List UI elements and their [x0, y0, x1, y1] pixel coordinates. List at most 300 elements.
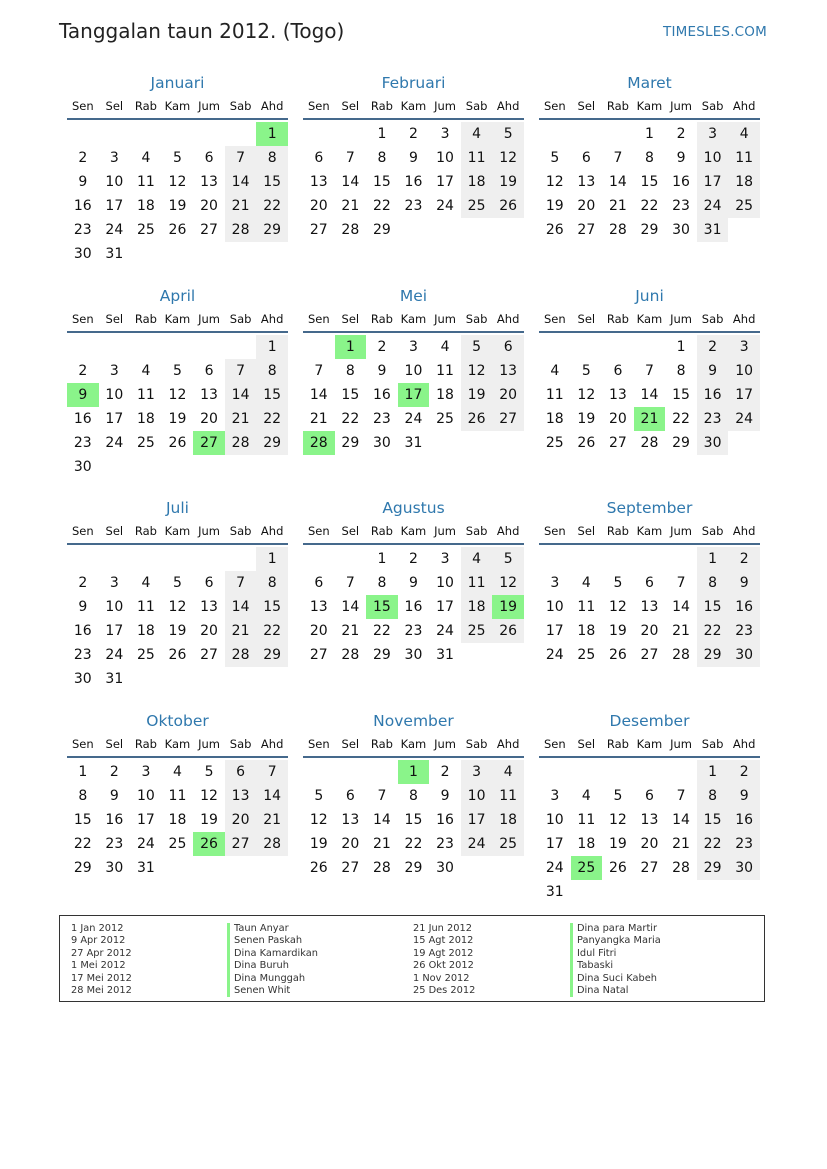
day-cell: 18	[492, 808, 524, 832]
empty-cell	[303, 335, 335, 359]
day-cell: 22	[73, 835, 92, 852]
day-cell: 1	[645, 126, 654, 142]
empty-cell	[602, 760, 634, 784]
day-cell: 8	[409, 787, 418, 804]
empty-cell	[130, 547, 162, 571]
empty-cell	[162, 547, 194, 571]
day-cell: 13	[225, 784, 257, 808]
day-cell: 30	[697, 431, 729, 455]
legend-holiday-name: Dina Kamardikan	[227, 948, 318, 960]
day-cell: 30	[728, 856, 760, 880]
weekday-label: Ahd	[496, 736, 520, 751]
weekday-label: Kam	[164, 311, 191, 326]
month-oktober	[67, 710, 288, 923]
day-cell: 13	[640, 811, 659, 828]
weekday-label: Sab	[229, 311, 252, 326]
day-cell: 13	[608, 386, 627, 403]
day-cell: 24	[404, 410, 423, 427]
weekday-label: Jum	[434, 524, 456, 538]
day-cell: 29	[404, 859, 423, 876]
month-desember	[539, 710, 760, 923]
day-cell: 14	[608, 174, 627, 190]
month-name: Agustus	[382, 499, 445, 517]
empty-cell	[193, 335, 225, 359]
weekday-header	[303, 732, 524, 758]
day-cell: 4	[141, 362, 151, 379]
day-cell: 24	[105, 434, 124, 451]
weekday-label: Jum	[670, 736, 692, 751]
day-cell: 6	[613, 362, 623, 379]
legend-names-col-1	[227, 923, 318, 997]
weekday-label: Kam	[164, 524, 191, 538]
day-cell: 30	[672, 222, 690, 238]
day-cell: 14	[640, 386, 659, 403]
day-cell: 9	[676, 150, 686, 166]
weekday-label: Sen	[543, 524, 566, 538]
day-cell: 9	[440, 787, 450, 804]
weekday-label: Ahd	[732, 99, 756, 113]
day-cell: 25	[168, 835, 187, 852]
day-cell: 24	[728, 407, 760, 431]
empty-cell	[665, 760, 697, 784]
day-cell: 2	[109, 763, 119, 780]
day-cell: 6	[314, 150, 324, 166]
day-cell: 28	[672, 859, 690, 876]
day-cell: 9	[109, 787, 119, 804]
day-cell: 17	[136, 811, 155, 828]
day-cell: 27	[200, 647, 218, 663]
weekday-label: Rab	[606, 311, 629, 326]
day-cell: 16	[73, 623, 92, 639]
weekday-label: Sel	[105, 736, 124, 751]
day-cell: 15	[256, 595, 288, 619]
empty-cell	[162, 335, 194, 359]
day-cell: 15	[256, 383, 288, 407]
day-cell: 10	[105, 599, 124, 615]
day-cell: 13	[309, 174, 328, 190]
day-cell: 13	[341, 811, 360, 828]
day-cell: 21	[341, 623, 360, 639]
empty-cell	[571, 122, 603, 146]
day-grid	[67, 545, 288, 691]
legend-dates-col-1	[71, 923, 132, 997]
weekday-label: Kam	[164, 736, 191, 751]
weekday-label: Sen	[307, 311, 330, 326]
day-cell: 13	[309, 599, 328, 615]
day-cell: 26	[608, 859, 627, 876]
day-cell: 16	[105, 811, 124, 828]
day-cell: 14	[309, 386, 328, 403]
day-cell: 27	[492, 407, 524, 431]
empty-cell	[335, 547, 367, 571]
day-cell: 28	[372, 859, 391, 876]
day-cell: 28	[341, 222, 360, 238]
weekday-label: Sel	[341, 311, 360, 326]
day-cell: 25	[545, 434, 564, 451]
day-cell: 4	[440, 338, 450, 355]
legend-holiday-name: Dina Buruh	[227, 960, 318, 972]
day-cell: 17	[105, 410, 124, 427]
day-cell: 20	[341, 835, 360, 852]
empty-cell	[665, 547, 697, 571]
empty-cell	[225, 122, 257, 146]
day-cell: 29	[256, 431, 288, 455]
day-grid	[303, 545, 524, 667]
day-cell: 21	[672, 835, 690, 852]
day-cell: 19	[492, 170, 524, 194]
day-cell: 28	[225, 643, 257, 667]
day-cell: 26	[492, 619, 524, 643]
day-cell: 24	[105, 222, 124, 238]
legend-date: 1 Nov 2012	[413, 972, 470, 984]
empty-cell	[67, 547, 99, 571]
day-cell: 1	[377, 551, 387, 567]
day-cell: 9	[78, 599, 88, 615]
weekday-header	[539, 519, 760, 545]
weekday-label: Sen	[307, 524, 330, 538]
day-cell: 23	[697, 407, 729, 431]
day-cell: 13	[200, 599, 218, 615]
day-cell: 20	[200, 410, 218, 427]
day-cell: 3	[109, 575, 119, 591]
day-cell: 28	[341, 647, 360, 663]
day-cell: 15	[372, 174, 391, 190]
day-cell: 5	[204, 763, 214, 780]
legend-holiday-name: Dina Natal	[570, 985, 661, 997]
day-cell: 27	[577, 222, 596, 238]
weekday-label: Ahd	[732, 524, 756, 538]
weekday-label: Sen	[71, 311, 94, 326]
weekday-label: Sen	[543, 99, 566, 113]
legend-holiday-name: Senen Whit	[227, 985, 318, 997]
weekday-label: Kam	[400, 736, 427, 751]
day-cell: 28	[225, 431, 257, 455]
legend-date: 28 Mei 2012	[71, 985, 132, 997]
day-cell: 10	[728, 359, 760, 383]
weekday-label: Rab	[134, 311, 157, 326]
day-cell: 6	[645, 787, 654, 804]
day-cell: 9	[697, 359, 729, 383]
brand-logo-text[interactable]: TIMESLES.COM	[663, 24, 767, 40]
holiday-day-cell: 9	[67, 383, 99, 407]
day-cell: 12	[168, 174, 187, 190]
weekday-label: Kam	[636, 311, 663, 326]
day-cell: 19	[545, 198, 564, 214]
day-cell: 14	[225, 170, 257, 194]
day-grid	[67, 120, 288, 266]
day-cell: 11	[461, 571, 493, 595]
holiday-day-cell: 27	[193, 431, 225, 455]
empty-cell	[634, 547, 666, 571]
day-cell: 3	[461, 760, 493, 784]
legend-date: 21 Jun 2012	[413, 923, 472, 934]
day-cell: 23	[728, 832, 760, 856]
day-cell: 18	[136, 623, 155, 639]
day-cell: 7	[676, 575, 686, 591]
month-mei	[303, 285, 524, 498]
empty-cell	[99, 122, 131, 146]
holiday-day-cell: 19	[492, 595, 524, 619]
day-cell: 29	[73, 859, 92, 876]
day-cell: 26	[309, 859, 328, 876]
day-cell: 15	[672, 386, 690, 403]
day-cell: 20	[608, 410, 627, 427]
day-cell: 6	[204, 150, 214, 166]
day-cell: 19	[608, 835, 627, 852]
day-cell: 9	[728, 571, 760, 595]
day-cell: 4	[141, 575, 151, 591]
day-cell: 10	[404, 362, 423, 379]
day-cell: 14	[341, 599, 360, 615]
empty-cell	[571, 547, 603, 571]
day-cell: 24	[545, 647, 564, 663]
day-cell: 7	[225, 146, 257, 170]
day-cell: 25	[461, 619, 493, 643]
weekday-header	[67, 307, 288, 333]
day-cell: 9	[78, 174, 88, 190]
day-cell: 6	[225, 760, 257, 784]
weekday-header	[67, 94, 288, 120]
day-cell: 21	[672, 623, 690, 639]
day-cell: 8	[78, 787, 88, 804]
weekday-label: Sab	[229, 99, 252, 113]
day-cell: 1	[697, 547, 729, 571]
day-grid	[303, 120, 524, 242]
day-cell: 15	[697, 595, 729, 619]
weekday-label: Jum	[198, 524, 220, 538]
day-cell: 23	[436, 835, 454, 852]
weekday-label: Rab	[370, 736, 393, 751]
day-cell: 25	[461, 194, 493, 218]
day-cell: 1	[256, 547, 288, 571]
month-name: September	[606, 499, 693, 517]
day-cell: 6	[645, 575, 654, 591]
weekday-label: Sel	[577, 524, 596, 538]
weekday-header	[539, 94, 760, 120]
day-cell: 7	[225, 359, 257, 383]
day-cell: 10	[436, 575, 454, 591]
month-name: Desember	[609, 711, 690, 730]
day-cell: 12	[608, 599, 627, 615]
day-cell: 9	[409, 575, 418, 591]
legend-date: 17 Mei 2012	[71, 972, 132, 984]
day-cell: 24	[461, 832, 493, 856]
day-cell: 28	[672, 647, 690, 663]
weekday-label: Ahd	[496, 99, 520, 113]
day-cell: 29	[640, 222, 659, 238]
empty-cell	[602, 122, 634, 146]
day-cell: 17	[105, 198, 124, 214]
day-cell: 5	[550, 150, 560, 166]
day-cell: 7	[225, 571, 257, 595]
day-cell: 20	[200, 198, 218, 214]
day-cell: 22	[640, 198, 659, 214]
day-cell: 10	[697, 146, 729, 170]
day-cell: 5	[173, 362, 182, 379]
empty-cell	[225, 547, 257, 571]
day-cell: 21	[341, 198, 360, 214]
empty-cell	[539, 547, 571, 571]
month-name: Oktober	[146, 711, 209, 730]
empty-cell	[539, 760, 571, 784]
day-grid	[539, 545, 760, 667]
empty-cell	[130, 122, 162, 146]
day-cell: 5	[492, 122, 524, 146]
day-cell: 12	[545, 174, 564, 190]
day-cell: 17	[436, 599, 454, 615]
day-cell: 16	[697, 383, 729, 407]
legend-date: 1 Mei 2012	[71, 960, 126, 972]
weekday-label: Sen	[307, 99, 330, 113]
day-cell: 4	[728, 122, 760, 146]
day-grid	[539, 120, 760, 242]
day-cell: 14	[256, 784, 288, 808]
day-cell: 8	[697, 571, 729, 595]
day-cell: 29	[372, 222, 391, 238]
day-cell: 8	[377, 575, 387, 591]
day-cell: 17	[697, 170, 729, 194]
empty-cell	[539, 122, 571, 146]
day-cell: 29	[372, 647, 391, 663]
day-cell: 10	[105, 386, 124, 403]
day-cell: 2	[728, 547, 760, 571]
day-cell: 16	[404, 174, 423, 190]
legend-date: 19 Agt 2012	[413, 947, 474, 959]
empty-cell	[162, 122, 194, 146]
day-cell: 22	[372, 623, 391, 639]
holiday-day-cell: 1	[398, 760, 430, 784]
weekday-label: Sab	[701, 524, 724, 538]
day-grid	[303, 333, 524, 455]
day-cell: 15	[640, 174, 659, 190]
weekday-label: Rab	[370, 524, 393, 538]
weekday-label: Rab	[134, 524, 157, 538]
legend-holiday-name: Idul Fitri	[570, 948, 661, 960]
day-cell: 8	[256, 359, 288, 383]
weekday-label: Rab	[370, 311, 393, 326]
day-cell: 22	[256, 407, 288, 431]
weekday-label: Jum	[198, 736, 220, 751]
legend-date: 9 Apr 2012	[71, 935, 126, 947]
month-april	[67, 285, 288, 498]
weekday-label: Jum	[670, 311, 692, 326]
weekday-label: Jum	[434, 99, 456, 113]
day-cell: 18	[461, 170, 493, 194]
day-cell: 16	[672, 174, 690, 190]
day-cell: 4	[550, 362, 560, 379]
empty-cell	[335, 760, 367, 784]
day-cell: 8	[676, 362, 686, 379]
day-cell: 23	[404, 623, 423, 639]
month-februari	[303, 72, 524, 285]
day-cell: 30	[436, 859, 454, 876]
day-cell: 12	[577, 386, 596, 403]
day-cell: 5	[613, 575, 623, 591]
day-cell: 11	[461, 146, 493, 170]
day-cell: 27	[608, 434, 627, 451]
empty-cell	[571, 760, 603, 784]
weekday-label: Sel	[341, 524, 360, 538]
weekday-label: Sab	[229, 524, 252, 538]
weekday-label: Ahd	[260, 99, 284, 113]
day-cell: 20	[492, 383, 524, 407]
empty-cell	[67, 335, 99, 359]
empty-cell	[602, 335, 634, 359]
day-cell: 18	[168, 811, 187, 828]
weekday-label: Ahd	[260, 736, 284, 751]
day-cell: 27	[640, 647, 659, 663]
day-cell: 7	[377, 787, 387, 804]
day-cell: 4	[141, 150, 151, 166]
weekday-label: Kam	[400, 524, 427, 538]
day-cell: 11	[545, 386, 564, 403]
day-cell: 2	[409, 551, 418, 567]
day-cell: 5	[492, 547, 524, 571]
day-cell: 15	[73, 811, 92, 828]
day-cell: 25	[136, 434, 155, 451]
month-name: November	[373, 711, 454, 730]
day-cell: 25	[728, 194, 760, 218]
day-cell: 14	[672, 811, 690, 828]
day-cell: 17	[461, 808, 493, 832]
weekday-label: Rab	[134, 736, 157, 751]
day-cell: 25	[577, 647, 596, 663]
day-cell: 11	[136, 386, 155, 403]
month-juni	[539, 285, 760, 498]
day-cell: 27	[200, 222, 218, 238]
legend-holiday-name: Dina Suci Kabeh	[570, 973, 661, 985]
day-cell: 12	[200, 787, 218, 804]
day-cell: 29	[256, 218, 288, 242]
day-cell: 4	[461, 547, 493, 571]
day-cell: 26	[461, 407, 493, 431]
day-cell: 19	[577, 410, 596, 427]
day-cell: 23	[105, 835, 124, 852]
day-cell: 2	[78, 150, 88, 166]
weekday-label: Sen	[71, 736, 94, 751]
day-cell: 3	[697, 122, 729, 146]
weekday-label: Sel	[341, 736, 360, 751]
day-cell: 27	[309, 647, 328, 663]
day-cell: 23	[404, 198, 423, 214]
weekday-label: Sen	[307, 736, 330, 751]
day-cell: 11	[577, 811, 596, 828]
day-cell: 31	[545, 883, 564, 900]
day-cell: 29	[697, 643, 729, 667]
day-cell: 21	[225, 619, 257, 643]
day-cell: 8	[256, 146, 288, 170]
day-cell: 12	[168, 386, 187, 403]
month-juli	[67, 497, 288, 710]
legend-date: 1 Jan 2012	[71, 923, 124, 934]
weekday-label: Sen	[71, 99, 94, 113]
day-cell: 18	[136, 198, 155, 214]
day-cell: 23	[73, 434, 92, 451]
empty-cell	[634, 760, 666, 784]
page-title: Tanggalan taun 2012. (Togo)	[59, 19, 345, 43]
day-cell: 24	[136, 835, 155, 852]
weekday-label: Sel	[105, 99, 124, 113]
day-cell: 20	[640, 835, 659, 852]
day-cell: 23	[73, 647, 92, 663]
day-cell: 7	[256, 760, 288, 784]
day-cell: 26	[577, 434, 596, 451]
day-cell: 18	[577, 835, 596, 852]
legend-holiday-name: Dina para Martir	[570, 923, 661, 935]
holiday-day-cell: 17	[398, 383, 430, 407]
day-cell: 16	[73, 198, 92, 214]
day-cell: 11	[577, 599, 596, 615]
